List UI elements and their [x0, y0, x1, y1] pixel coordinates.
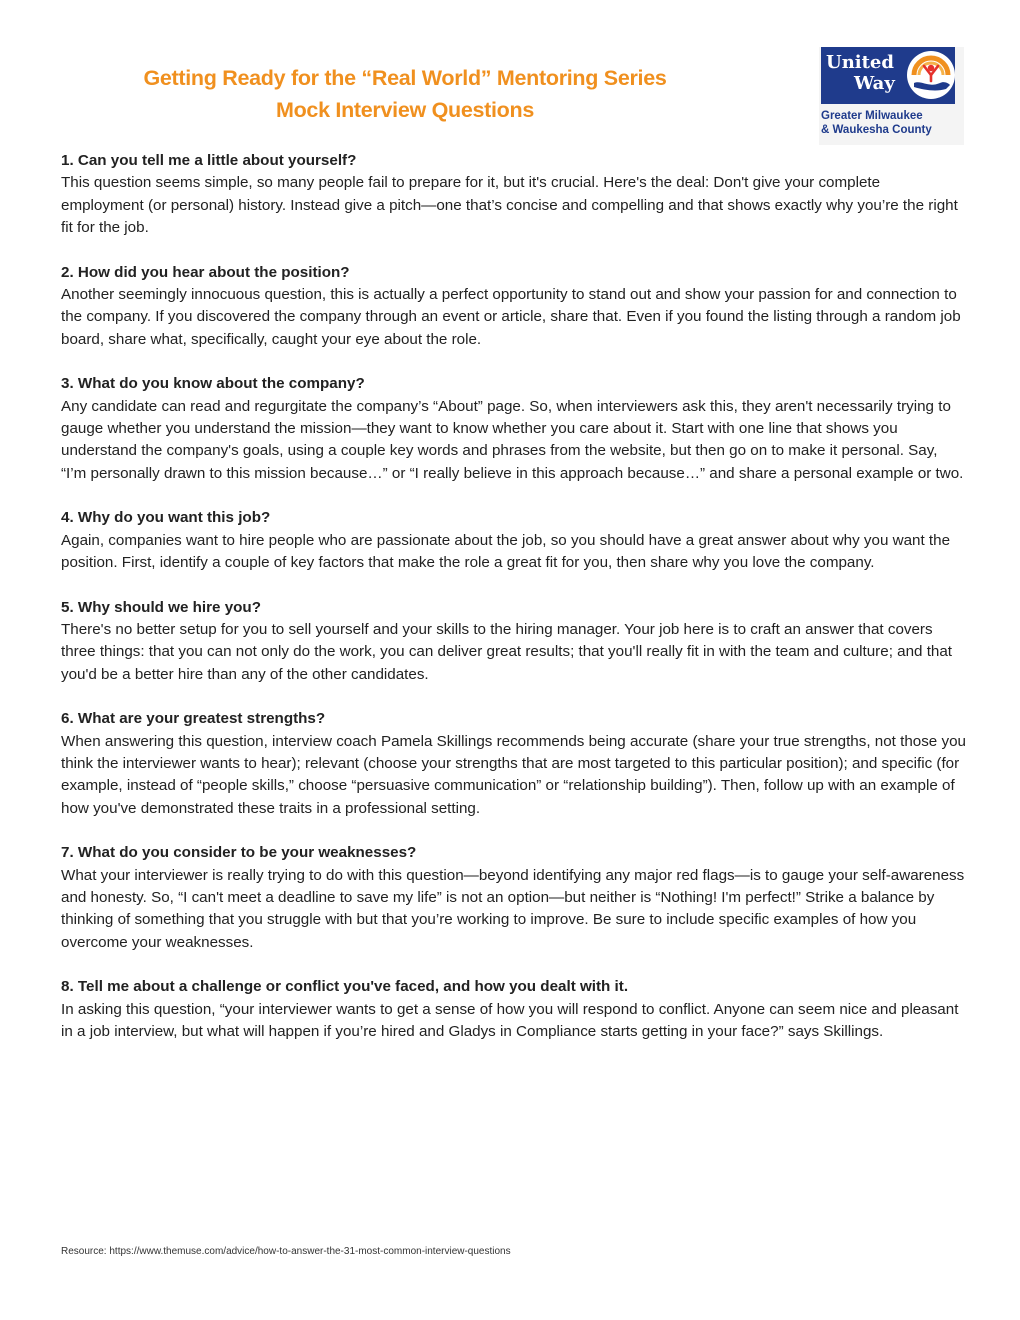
- page-title: Getting Ready for the “Real World” Mentoring Series: [143, 66, 667, 90]
- logo-org-line1: Greater Milwaukee: [821, 110, 923, 122]
- logo-mark: [821, 47, 955, 104]
- question-answer: Another seemingly innocuous question, this is actually a perfect opportunity to stand out and show your passion for and connection to the company. If you discovered the company through an event or article, share that. Even if you found the listing through a random job board, share what, specifically, caught your eye about the role.: [61, 286, 961, 348]
- question-heading: 3. What do you know about the company?: [61, 375, 365, 393]
- question-block-4: [61, 507, 966, 574]
- united-way-logo: [819, 47, 964, 145]
- question-answer: This question seems simple, so many people fail to prepare for it, but it's crucial. Here's the deal: Don't give your complete employment (or personal) history. Instead give a pitch—one that’s concise and compelling and that shows exactly why you’re the right fit for the job.: [61, 174, 958, 237]
- logo-word-way: Way: [854, 73, 895, 94]
- question-answer: There's no better setup for you to sell yourself and your skills to the hiring manager. Your job here is to craft an answer that covers three things: that you can not only do the work, you can deliver great results; that you'll really fit in with the team and culture; and that you'd be a better hire than any of the other candidates.: [61, 620, 953, 683]
- question-block-8: [61, 976, 966, 1043]
- question-block-5: [61, 597, 966, 687]
- logo-org-line2: & Waukesha County: [821, 124, 932, 136]
- logo-org-name: [821, 109, 932, 137]
- question-answer: Any candidate can read and regurgitate the company’s “About” page. So, when interviewers ask this, they aren't necessarily trying to gauge whether you understand the mission—they want to know whether you care about it. Start with one line that shows you understand the company's goals, using a couple key words and phrases from the website, but then go on to make it personal. Say, “I’m personally drawn to this mission because…” or “I really believe in this approach because…” and share a personal example or two.: [61, 397, 964, 482]
- question-answer: Again, companies want to hire people who are passionate about the job, so you should have a great answer about why you want the position. First, identify a couple of key factors that make the role a great fit for you, then share why you love the company.: [61, 531, 951, 572]
- question-block-6: [61, 708, 966, 820]
- question-block-7: [61, 842, 966, 954]
- question-heading: 4. Why do you want this job?: [61, 509, 271, 527]
- question-block-2: [61, 262, 966, 352]
- question-answer: In asking this question, “your interviewer wants to get a sense of how you will respond to conflict. Anyone can seem nice and pleasant in a job interview, but what will happen if you’re hired and Gladys in Compliance starts getting in your face?” says Skillings.: [61, 1000, 959, 1040]
- question-heading: 2. How did you hear about the position?: [61, 263, 350, 281]
- question-answer: When answering this question, interview coach Pamela Skillings recommends being accurate (share your true strengths, not those you think the interviewer wants to hear); relevant (choose your strengths that are most targeted to this particular position); and specific (for example, instead of “people skills,” choose “persuasive communication” or “relationship building”). Then, follow up with an example of how you've demonstrated these traits in a professional setting.: [61, 732, 966, 817]
- questions-list: [61, 150, 966, 1065]
- question-answer: What your interviewer is really trying to do with this question—beyond identifying any major red flags—is to gauge your self-awareness and honesty. So, “I can't meet a deadline to save my life” is not an option—but neither is “Nothing! I'm perfect!” Strike a balance by thinking of something that you struggle with but that you’re working to improve. Be sure to include specific examples of how you overcome your weaknesses.: [61, 866, 965, 951]
- helping-hand-icon: [906, 50, 956, 100]
- page-subtitle: Mock Interview Questions: [275, 98, 535, 122]
- resource-footer: Resource: https://www.themuse.com/advice/how-to-answer-the-31-most-common-interview-questions: [61, 1246, 511, 1257]
- question-block-3: [61, 373, 966, 485]
- logo-word-united: United: [826, 52, 894, 73]
- question-block-1: [61, 150, 966, 240]
- question-heading: 8. Tell me about a challenge or conflict you've faced, and how you dealt with it.: [61, 978, 629, 996]
- question-heading: 6. What are your greatest strengths?: [61, 710, 326, 728]
- question-heading: 5. Why should we hire you?: [61, 598, 261, 616]
- question-heading: 7. What do you consider to be your weaknesses?: [61, 844, 417, 862]
- question-heading: 1. Can you tell me a little about yourself?: [61, 152, 357, 169]
